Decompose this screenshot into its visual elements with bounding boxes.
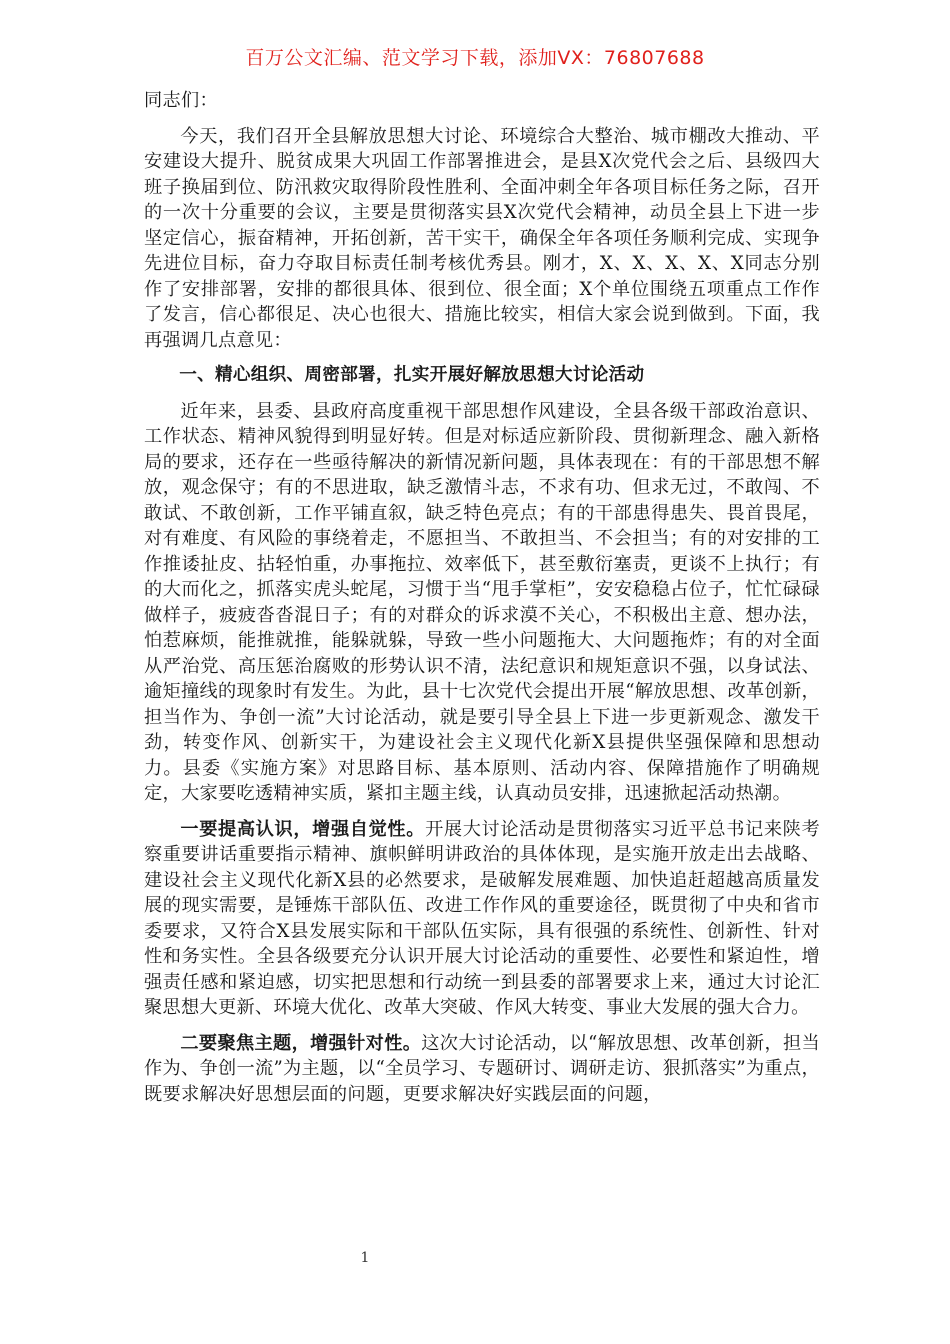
- watermark-banner: 百万公文汇编、范文学习下载，添加VX：76807688: [245, 47, 705, 69]
- salutation: 同志们：: [144, 90, 218, 111]
- section-1-heading: 一、精心组织、周密部署，扎实开展好解放思想大讨论活动: [179, 365, 645, 385]
- point-1-body: 开展大讨论活动是贯彻落实习近平总书记来陕考察重要讲话重要指示精神、旗帜鲜明讲政治的具体体现，是实施开放走出去战略、建设社会主义现代化新X县的必然要求，是破解发展难题、加快追赶超越高质量发展的现实需要，是锤炼干部队伍、改进工作作风的重要途径，既贯彻了中央和省市委要求，又符合X县发展实际和干部队伍实际，具有很强的系统性、创新性、针对性和务实性。全县各级要充分认识开展大讨论活动的重要性、必要性和紧迫性，增强责任感和紧迫感，切实把思想和行动统一到县委的部署要求上来，通过大讨论汇聚思想大更新、环境大优化、改革大突破、作风大转变、事业大发展的强大合力。: [144, 818, 820, 1018]
- intro-paragraph: 今天，我们召开全县解放思想大讨论、环境综合大整治、城市棚改大推动、平安建设大提升、脱贫成果大巩固工作部署推进会，是县X次党代会之后、县级四大班子换届到位、防汛救灾取得阶段性胜利、全面冲刺全年各项目标任务之际，召开的一次十分重要的会议，主要是贯彻落实县X次党代会精神，动员全县上下进一步坚定信心，振奋精神，开拓创新，苦干实干，确保全年各项任务顺利完成、实现争先进位目标，奋力夺取目标责任制考核优秀县。刚才，X、X、X、X、X同志分别作了安排部署，安排的都很具体、很到位、很全面；X个单位围绕五项重点工作作了发言，信心都很足、决心也很大、措施比较实，相信大家会说到做到。下面，我再强调几点意见：: [144, 125, 820, 351]
- point-1-lead: 一要提高认识，增强自觉性。: [180, 818, 426, 840]
- page-number: 1: [360, 1250, 370, 1266]
- section-1-paragraph: 近年来，县委、县政府高度重视干部思想作风建设，全县各级干部政治意识、工作状态、精神风貌得到明显好转。但是对标适应新阶段、贯彻新理念、融入新格局的要求，还存在一些亟待解决的新情况新问题，具体表现在：有的干部思想不解放，观念保守；有的不思进取，缺乏激情斗志，不求有功、但求无过，不敢闯、不敢试、不敢创新，工作平铺直叙，缺乏特色亮点；有的干部患得患失、畏首畏尾，对有难度、有风险的事绕着走，不愿担当、不敢担当、不会担当；有的对安排的工作推诿扯皮、拈轻怕重，办事拖拉、效率低下，甚至敷衍塞责，更谈不上执行；有的大而化之，抓落实虎头蛇尾，习惯于当“甩手掌柜”，安安稳稳占位子，忙忙碌碌做样子，疲疲沓沓混日子；有的对群众的诉求漠不关心，不积极出主意、想办法，怕惹麻烦，能推就推，能躲就躲，导致一些小问题拖大、大问题拖炸；有的对全面从严治党、高压惩治腐败的形势认识不清，法纪意识和规矩意识不强，以身试法、逾矩撞线的现象时有发生。为此，县十七次党代会提出开展“解放思想、改革创新，担当作为、争创一流”大讨论活动，就是要引导全县上下进一步更新观念、激发干劲，转变作风、创新实干，为建设社会主义现代化新X县提供坚强保障和思想动力。县委《实施方案》对思路目标、基本原则、活动内容、保障措施作了明确规定，大家要吃透精神实质，紧扣主题主线，认真动员安排，迅速掀起活动热潮。: [144, 400, 820, 804]
- point-2-paragraph: [144, 1031, 820, 1108]
- point-1-paragraph: [144, 817, 820, 1021]
- document-body: [144, 88, 820, 1107]
- point-2-body: 这次大讨论活动，以“解放思想、改革创新，担当作为、争创一流”为主题，以“全员学习、专题研讨、调研走访、狠抓落实”为重点，既要求解决好思想层面的问题，更要求解决好实践层面的问题，: [144, 1032, 820, 1105]
- point-2-lead: 二要聚焦主题，增强针对性。: [180, 1032, 422, 1054]
